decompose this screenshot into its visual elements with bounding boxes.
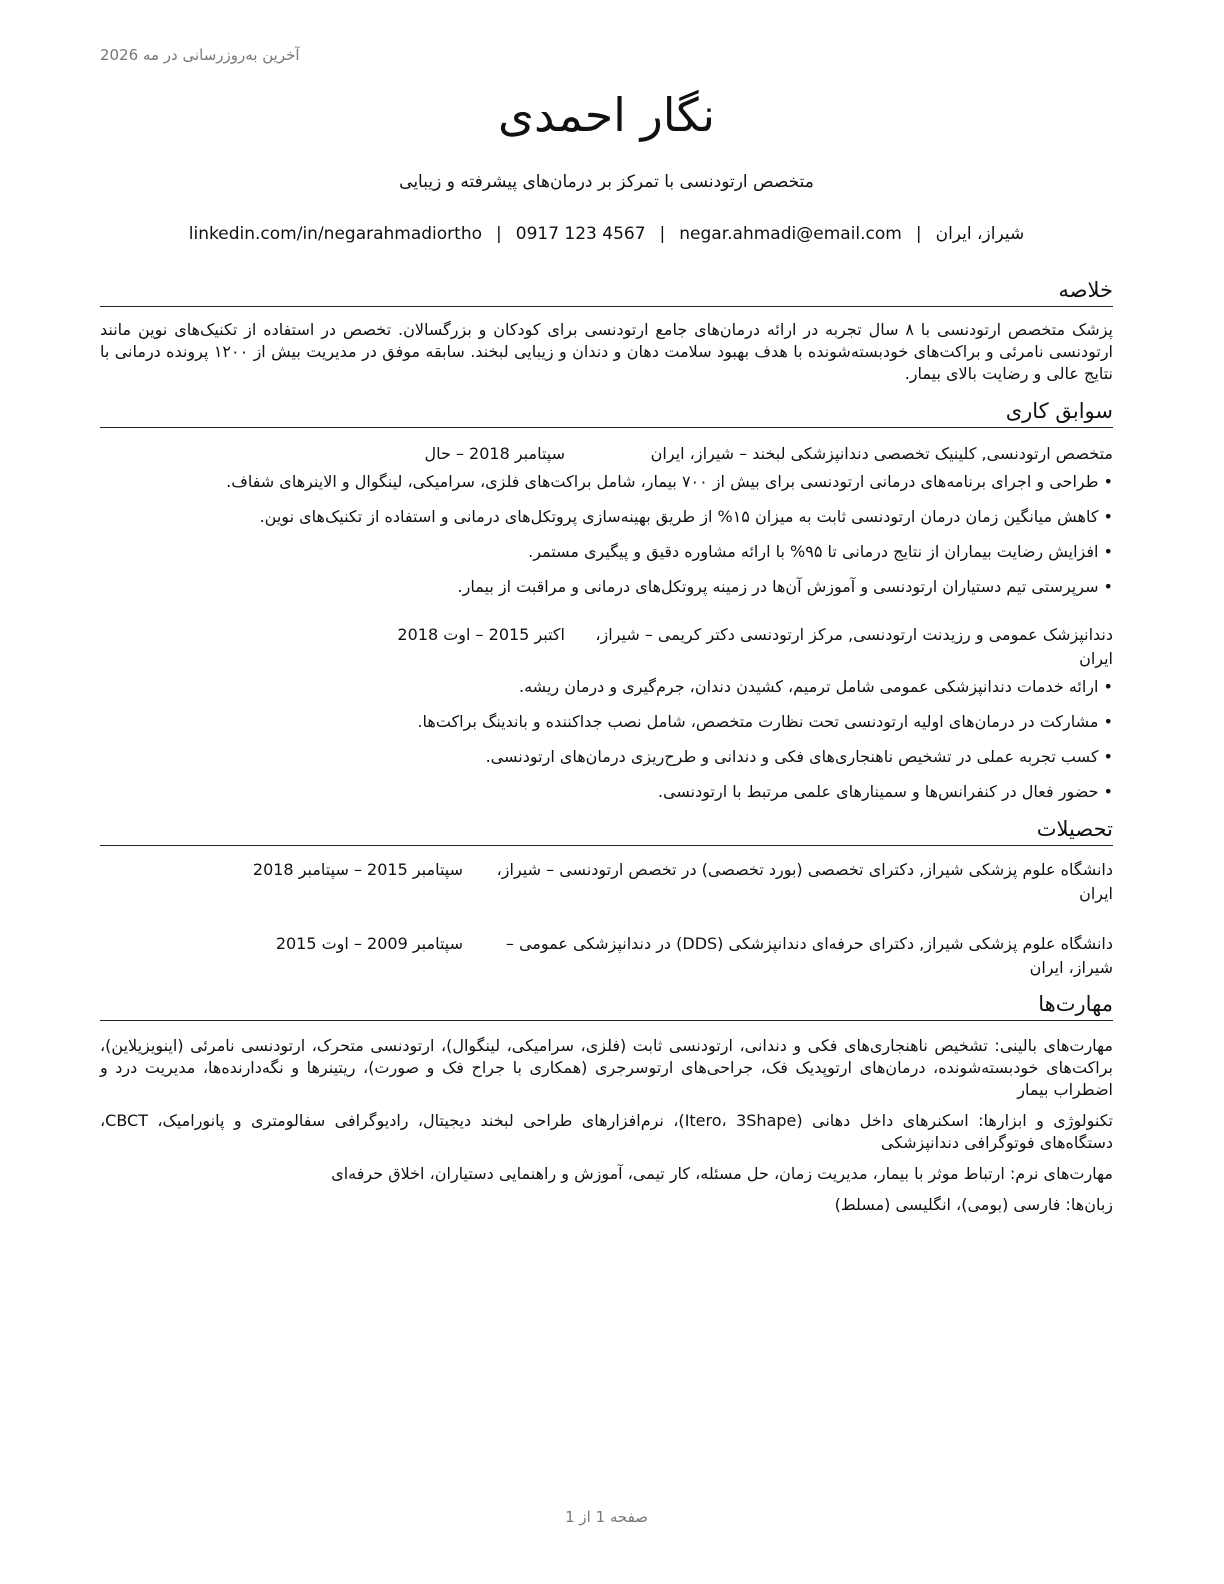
education-entry — [100, 858, 1113, 906]
job-bullets — [100, 470, 1113, 599]
section-title-experience: سوابق کاری — [100, 397, 1113, 428]
contact-separator: | — [496, 224, 502, 244]
skill-group: مهارت‌های بالینی: تشخیص ناهنجاری‌های فکی و دندانی، ارتودنسی ثابت (فلزی، سرامیکی، لینگوال)، ارتودنسی متحرک، ارتودنسی نامرئی (اینویزیلاین)، براکت‌های خودبسته‌شونده، درمان‌های ارتوپدیک فک، جراحی‌های ارتوسرجری (همکاری با جراح فک و صورت)، ریتینرها و نگه‌دارنده‌ها، مدیریت درد و اضطراب بیمار — [100, 1036, 1113, 1099]
contact-email[interactable]: negar.ahmadi@email.com — [679, 224, 902, 244]
skills-list — [100, 1035, 1113, 1216]
contact-phone[interactable]: 0917 123 4567 — [515, 224, 646, 244]
job-date: اکتبر 2015 – اوت 2018 — [397, 625, 565, 644]
summary-text: پزشک متخصص ارتودنسی با ۸ سال تجربه در ارائه درمان‌های جامع ارتودنسی برای کودکان و بزرگسالان. تخصص در استفاده از تکنیک‌های نوین مانند ارتودنسی نامرئی و براکت‌های خودبسته‌شونده با هدف بهبود سلامت دهان و دندان و زیبایی لبخند. سابقه موفق در مدیریت بیش از ۱۲۰۰ پرونده درمانی با نتایج عالی و رضایت بالای بیمار. — [100, 320, 1113, 383]
education-entry — [100, 932, 1113, 980]
section-title-skills: مهارت‌ها — [100, 990, 1113, 1021]
contact-linkedin[interactable]: linkedin.com/in/negarahmadiortho — [188, 224, 483, 244]
education-date: سپتامبر 2009 – اوت 2015 — [275, 934, 463, 953]
contact-line — [100, 224, 1113, 244]
contact-separator: | — [915, 224, 922, 244]
candidate-name: نگار احمدی — [497, 88, 716, 142]
resume-content — [100, 276, 1113, 1225]
education-degree: دانشگاه علوم پزشکی شیراز, دکترای تخصصی (بورد تخصصی) در تخصص ارتودنسی – شیراز، ایران — [496, 860, 1113, 903]
summary-section — [100, 276, 1113, 385]
job-bullet: • مشارکت در درمان‌های اولیه ارتودنسی تحت نظارت متخصص، شامل نصب جداکننده و باندینگ براکت‌ها. — [100, 710, 1113, 734]
skill-group: مهارت‌های نرم: ارتباط موثر با بیمار، مدیریت زمان، حل مسئله، کار تیمی، آموزش و راهنمایی دستیاران، اخلاق حرفه‌ای — [331, 1164, 1113, 1183]
job-bullet: • کاهش میانگین زمان درمان ارتودنسی ثابت به میزان ۱۵% از طریق بهینه‌سازی پروتکل‌های درمانی و استفاده از تکنیک‌های نوین. — [100, 505, 1113, 529]
tagline: متخصص ارتودنسی با تمرکز بر درمان‌های پیشرفته و زیبایی — [399, 172, 814, 192]
skills-section — [100, 990, 1113, 1216]
page-number: صفحه 1 از 1 — [565, 1508, 648, 1526]
job-entry — [100, 442, 1113, 599]
skill-group: تکنولوژی و ابزارها: اسکنرهای داخل دهانی (Itero، 3Shape)، نرم‌افزارهای طراحی لبخند دیجیتال، رادیوگرافی سفالومتری و پانورامیک، CBCT، دستگاه‌های فوتوگرافی دندانپزشکی — [100, 1111, 1114, 1152]
job-bullet: • طراحی و اجرای برنامه‌های درمانی ارتودنسی برای بیش از ۷۰۰ بیمار، شامل براکت‌های فلزی، سرامیکی، لینگوال و الاینرهای شفاف. — [100, 470, 1113, 494]
contact-location: شیراز، ایران — [935, 224, 1025, 244]
resume-page — [100, 0, 1113, 1584]
job-date: سپتامبر 2018 – حال — [424, 444, 565, 463]
job-bullet: • حضور فعال در کنفرانس‌ها و سمینارهای علمی مرتبط با ارتودنسی. — [100, 780, 1113, 804]
job-title: دندانپزشک عمومی و رزیدنت ارتودنسی, مرکز ارتودنسی دکتر کریمی – شیراز، ایران — [595, 625, 1113, 668]
job-bullet: • کسب تجربه عملی در تشخیص ناهنجاری‌های فکی و دندانی و طرح‌ریزی درمان‌های ارتودنسی. — [100, 745, 1113, 769]
job-bullet: • ارائه خدمات دندانپزشکی عمومی شامل ترمیم، کشیدن دندان، جرم‌گیری و درمان ریشه. — [100, 675, 1113, 699]
education-date: سپتامبر 2015 – سپتامبر 2018 — [252, 860, 463, 879]
job-bullet: • سرپرستی تیم دستیاران ارتودنسی و آموزش آن‌ها در زمینه پروتکل‌های درمانی و مراقبت از بیمار. — [100, 575, 1113, 599]
job-title: متخصص ارتودنسی, کلینیک تخصصی دندانپزشکی لبخند – شیراز، ایران — [650, 444, 1113, 463]
experience-section — [100, 397, 1113, 804]
contact-separator: | — [659, 224, 666, 244]
section-title-education: تحصیلات — [100, 815, 1113, 846]
education-degree: دانشگاه علوم پزشکی شیراز, دکترای حرفه‌ای دندانپزشکی (DDS) در دندانپزشکی عمومی – شیراز، ایران — [505, 934, 1113, 977]
job-header — [100, 442, 1113, 466]
last-updated: آخرین به‌روزرسانی در مه 2026 — [100, 46, 300, 64]
education-section — [100, 815, 1113, 980]
job-entry — [100, 623, 1113, 804]
section-title-summary: خلاصه — [100, 276, 1113, 307]
job-bullets — [100, 675, 1113, 804]
job-bullet: • افزایش رضایت بیماران از نتایج درمانی تا ۹۵% با ارائه مشاوره دقیق و پیگیری مستمر. — [100, 540, 1113, 564]
job-header — [100, 623, 1113, 671]
skill-group: زبان‌ها: فارسی (بومی)، انگلیسی (مسلط) — [834, 1195, 1113, 1214]
